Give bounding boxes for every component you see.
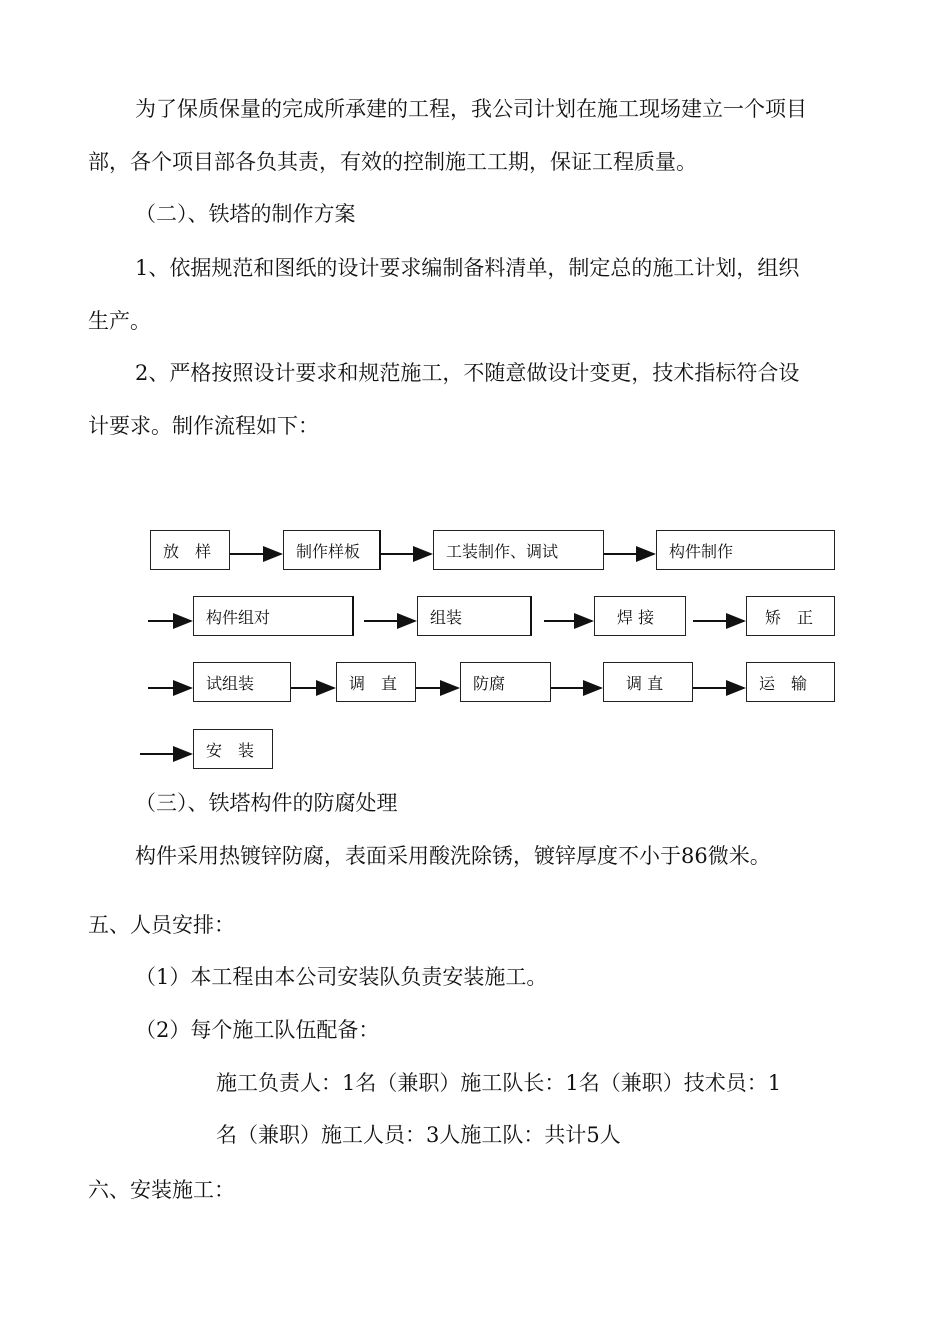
flow-step-install: 安 装 bbox=[193, 729, 273, 769]
flow-step-welding: 焊 接 bbox=[594, 596, 686, 636]
item-2-line-2: 计要求。制作流程如下： bbox=[88, 414, 319, 438]
item-1-line-2: 生产。 bbox=[88, 309, 151, 333]
flow-step-template: 制作样板 bbox=[283, 530, 381, 570]
flow-step-layout: 放 样 bbox=[150, 530, 230, 570]
section-6-heading: 六、安装施工： bbox=[88, 1178, 235, 1202]
flow-step-trial-assembly: 试组装 bbox=[193, 662, 291, 702]
paragraph-intro-line-1: 为了保质保量的完成所承建的工程，我公司计划在施工现场建立一个项目 bbox=[135, 97, 807, 121]
section-3-heading: （三）、铁塔构件的防腐处理 bbox=[135, 791, 398, 815]
section-3-text: 构件采用热镀锌防腐，表面采用酸洗除锈，镀锌厚度不小于86微米。 bbox=[135, 844, 771, 868]
flow-step-assembly-pairing: 构件组对 bbox=[193, 596, 354, 636]
paragraph-intro-line-2: 部，各个项目部各负其责，有效的控制施工工期，保证工程质量。 bbox=[88, 150, 697, 174]
item-1-line-1: 1、依据规范和图纸的设计要求编制备料清单，制定总的施工计划，组织 bbox=[135, 256, 800, 280]
section-5-heading: 五、人员安排： bbox=[88, 913, 235, 937]
flow-step-straightening: 矫 正 bbox=[746, 596, 835, 636]
section-5-staff-line-1: 施工负责人：1名（兼职）施工队长：1名（兼职）技术员：1 bbox=[216, 1071, 782, 1095]
section-5-item-1: （1）本工程由本公司安装队负责安装施工。 bbox=[135, 965, 548, 989]
section-2-heading: （二）、铁塔的制作方案 bbox=[135, 202, 356, 226]
flow-step-adjust-1: 调 直 bbox=[336, 662, 416, 702]
flow-step-anticorrosion: 防腐 bbox=[460, 662, 551, 702]
item-2-line-1: 2、严格按照设计要求和规范施工，不随意做设计变更，技术指标符合设 bbox=[135, 361, 800, 385]
section-5-staff-line-2: 名（兼职）施工人员：3人施工队：共计5人 bbox=[216, 1123, 621, 1147]
flow-step-assembly: 组装 bbox=[417, 596, 532, 636]
flow-step-fixture: 工装制作、调试 bbox=[433, 530, 604, 570]
section-5-item-2: （2）每个施工队伍配备： bbox=[135, 1018, 380, 1042]
flow-step-adjust-2: 调 直 bbox=[603, 662, 693, 702]
flow-step-transport: 运 输 bbox=[746, 662, 835, 702]
flow-step-component-fab: 构件制作 bbox=[656, 530, 835, 570]
